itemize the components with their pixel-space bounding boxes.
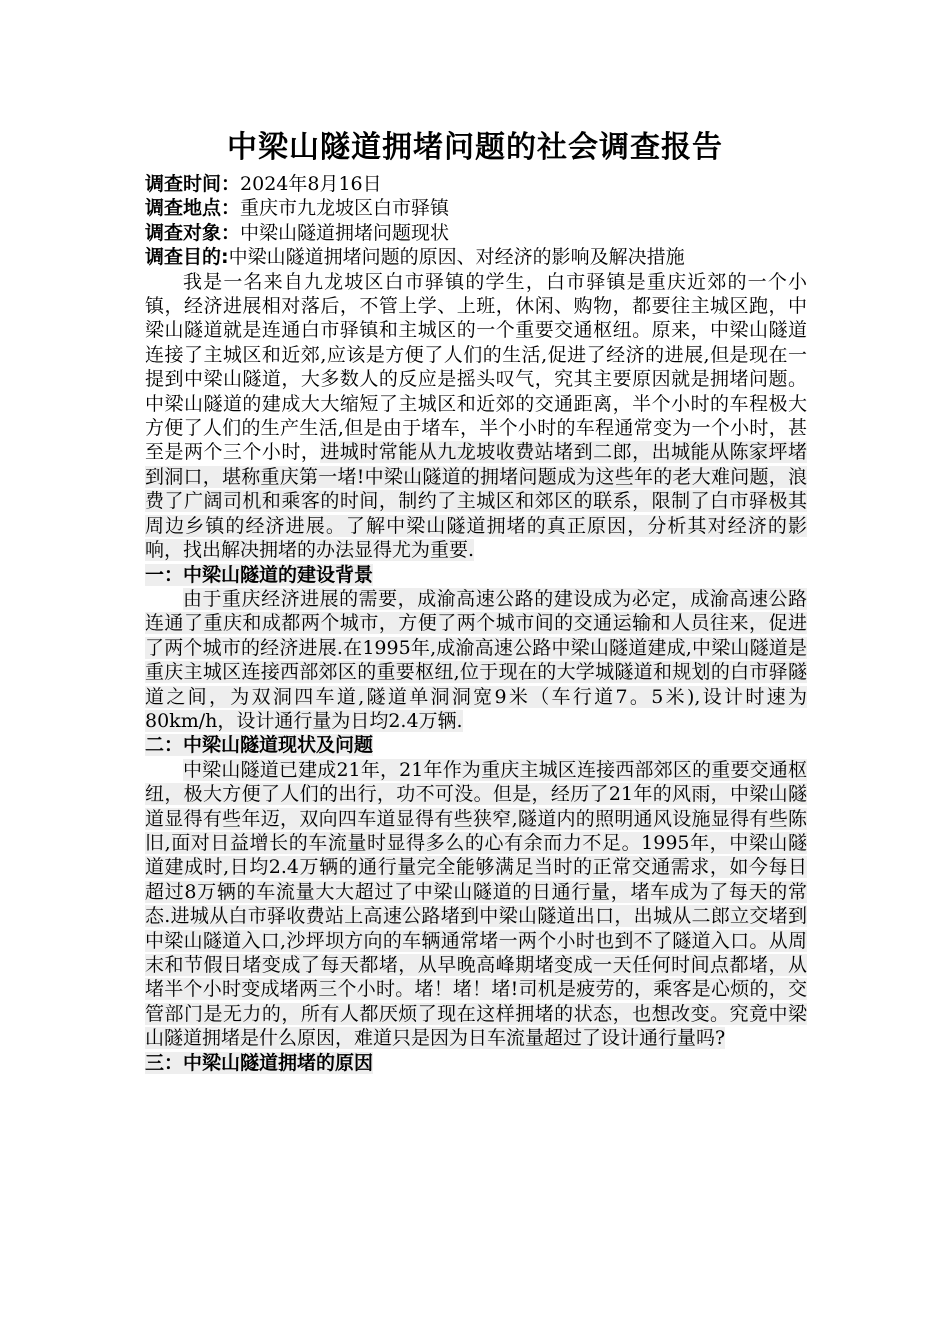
survey-subject-label: 调查对象： xyxy=(145,221,241,244)
survey-time-line xyxy=(145,172,807,196)
section1-heading-text: 一：中梁山隧道的建设背景 xyxy=(145,563,374,586)
survey-subject-line xyxy=(145,221,807,245)
document-body xyxy=(145,172,807,1075)
section3-heading xyxy=(145,1051,807,1075)
section3-heading-text: 三：中梁山隧道拥堵的原因 xyxy=(145,1051,374,1074)
intro-text-part1: 我是一名来自九龙坡区白市驿镇的学生，白市驿镇是重庆近郊的一个小镇，经济进展相对落后，不管上学、上班，休闲、购物，都要往主城区跑，中梁山隧道就是连通白市驿镇和主城区的一个重要交通枢纽。原来，中梁山隧道连接了主城区和近郊,应该是方便了人们的生活,促进了经济的进展,但是现在一提到中梁山隧道，大多数人的反应是摇头叹气，究其主要原因就是拥堵问题。中梁山隧道的建成大大缩短了主城区和近郊的交通距离，半个小时的车程极大方便了人们的生产生活,但是由于堵车，半个小时的车程通常变为一个小时，甚至是两个三个小时， xyxy=(145,270,807,464)
survey-time-label: 调查时间： xyxy=(145,173,241,195)
section1-text: 由于重庆经济进展的需要，成渝高速公路的建设成为必定，成渝高速公路连通了重庆和成都两个城市，方便了两个城市间的交通运输和人员往来，促进了两个城市的经济进展.在1995年,成渝高速公路中梁山隧道建成,中梁山隧道是重庆主城区连接西部郊区的重要枢纽,位于现在的大学城隧道和规划的白市驿隧道之间，为双洞四车道,隧道单洞洞宽9米（车行道7。5米),设计时速为80km/h，设计通行量为日均2.4万辆. xyxy=(145,587,807,732)
intro-paragraph xyxy=(145,270,807,563)
survey-subject-value: 中梁山隧道拥堵问题现状 xyxy=(240,221,450,244)
survey-time-value: 2024年8月16日 xyxy=(240,173,382,195)
survey-location-value: 重庆市九龙坡区白市驿镇 xyxy=(240,197,450,220)
section1-heading xyxy=(145,563,807,587)
survey-purpose-value: 中梁山隧道拥堵问题的原因、对经济的影响及解决措施 xyxy=(228,246,685,269)
intro-text-part2: 进城时常能从九龙坡收费站堵到二郎，出城能从陈家坪堵到洞口，堪称重庆第一堵!中梁山隧道的拥堵问题成为这些年的老大难问题，浪费了广阔司机和乘客的时间，制约了主城区和郊区的联系，限制了白市驿极其周边乡镇的经济进展。了解中梁山隧道拥堵的真正原因，分析其对经济的影响，找出解决拥堵的办法显得尤为重要. xyxy=(145,441,807,562)
survey-purpose-label: 调查目的: xyxy=(145,246,229,269)
section2-text: 中梁山隧道已建成21年，21年作为重庆主城区连接西部郊区的重要交通枢纽，极大方便了人们的出行，功不可没。但是，经历了21年的风雨，中梁山隧道显得有些年迈，双向四车道显得有些狭窄,隧道内的照明通风设施显得有些陈旧,面对日益增长的车流量时显得多么的心有余而力不足。1995年，中梁山隧道建成时,日均2.4万辆的通行量完全能够满足当时的正常交通需求，如今每日超过8万辆的车流量大大超过了中梁山隧道的日通行量，堵车成为了每天的常态.进城从白市驿收费站上高速公路堵到中梁山隧道出口，出城从二郎立交堵到中梁山隧道入口,沙坪坝方向的车辆通常堵一两个小时也到不了隧道入口。从周末和节假日堵变成了每天都堵，从早晚高峰期堵变成一天任何时间点都堵，从堵半个小时变成堵两三个小时。堵！堵！堵!司机是疲劳的，乘客是心烦的，交管部门是无力的，所有人都厌烦了现在这样拥堵的状态，也想改变。究竟中梁山隧道拥堵是什么原因，难道只是因为日车流量超过了设计通行量吗? xyxy=(145,758,807,1050)
section1-paragraph xyxy=(145,587,807,733)
survey-location-label: 调查地点： xyxy=(145,197,241,220)
survey-purpose-line xyxy=(145,245,807,269)
document-title: 中梁山隧道拥堵问题的社会调查报告 xyxy=(227,130,723,165)
survey-location-line xyxy=(145,196,807,220)
section2-paragraph xyxy=(145,758,807,1051)
section2-heading-text: 二：中梁山隧道现状及问题 xyxy=(145,734,374,757)
section2-heading xyxy=(145,733,807,757)
